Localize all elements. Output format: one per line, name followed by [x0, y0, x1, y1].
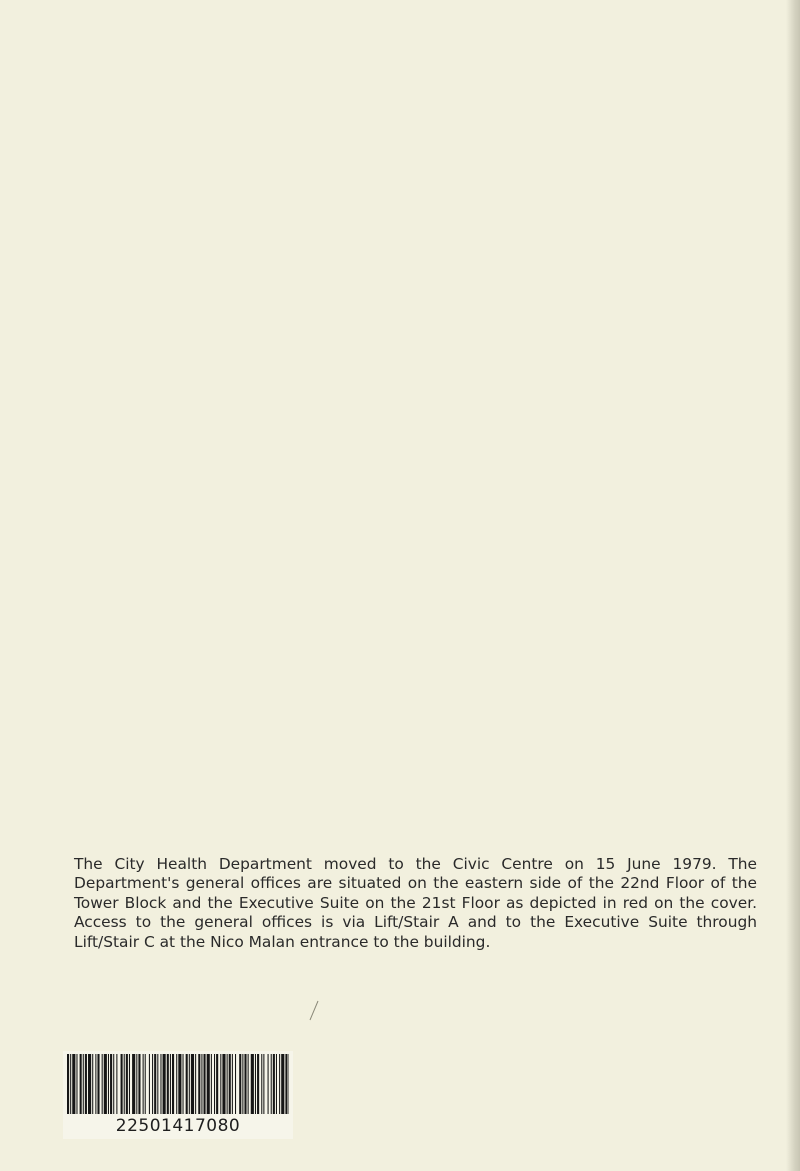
barcode-bar	[189, 1054, 190, 1114]
barcode-bar	[183, 1054, 184, 1114]
barcode-bar	[143, 1054, 144, 1114]
barcode-bar	[70, 1054, 71, 1114]
barcode-bar	[257, 1054, 259, 1114]
barcode-bar	[152, 1054, 153, 1114]
barcode-bar	[108, 1054, 109, 1114]
barcode-bar	[211, 1054, 212, 1114]
barcode-bar	[132, 1054, 135, 1114]
barcode-bar	[268, 1054, 269, 1114]
barcode-bar	[214, 1054, 215, 1114]
barcode-bar	[198, 1054, 200, 1114]
barcode-bar	[201, 1054, 202, 1114]
barcode-bar	[145, 1054, 146, 1114]
barcode-bar	[276, 1054, 277, 1114]
barcode-bar	[235, 1054, 236, 1114]
barcode-bar	[279, 1054, 280, 1114]
barcode-bar	[167, 1054, 169, 1114]
barcode-bar	[271, 1054, 272, 1114]
barcode-bar	[251, 1054, 254, 1114]
barcode-bars	[67, 1054, 289, 1114]
barcode-bar	[285, 1054, 287, 1114]
barcode-bar	[85, 1054, 87, 1114]
barcode-bar	[129, 1054, 130, 1114]
barcode-bar	[176, 1054, 177, 1114]
barcode-bar	[178, 1054, 181, 1114]
barcode-bar	[110, 1054, 112, 1114]
barcode-bar	[239, 1054, 241, 1114]
barcode-bar	[154, 1054, 156, 1114]
barcode-bar	[229, 1054, 231, 1114]
barcode-bar	[116, 1054, 117, 1114]
body-paragraph: The City Health Department moved to the Civic Centre on 15 June 1979. The Department's general offices are situated on the eastern side of the 22nd Floor of the Tower Block and the Executive Suite on the 21st Floor as depicted in red on the cover. Access to the general offices is via Lift/Stair A and to the Executive Suite through Lift/Stair C at the Nico Malan entrance to the building.	[74, 855, 757, 951]
barcode-bar	[195, 1054, 196, 1114]
barcode-bar	[273, 1054, 275, 1114]
barcode-bar	[227, 1054, 228, 1114]
barcode-bar	[80, 1054, 82, 1114]
barcode-bar	[72, 1054, 75, 1114]
barcode-bar	[172, 1054, 174, 1114]
barcode-bar	[97, 1054, 99, 1114]
barcode-bar	[121, 1054, 123, 1114]
barcode-bar	[216, 1054, 218, 1114]
barcode-bar	[248, 1054, 249, 1114]
barcode-bar	[138, 1054, 140, 1114]
barcode-bar	[163, 1054, 166, 1114]
barcode-bar	[186, 1054, 188, 1114]
barcode-bar	[83, 1054, 84, 1114]
barcode-bar	[136, 1054, 137, 1114]
barcode-bar	[170, 1054, 171, 1114]
barcode-bar	[191, 1054, 194, 1114]
barcode-bar	[102, 1054, 103, 1114]
barcode-bar	[88, 1054, 91, 1114]
barcode-bar	[207, 1054, 210, 1114]
pencil-mark	[308, 1000, 320, 1022]
barcode-bar	[261, 1054, 262, 1114]
barcode-bar	[281, 1054, 284, 1114]
barcode-bar	[113, 1054, 114, 1114]
barcode-bar	[157, 1054, 158, 1114]
barcode-bar	[104, 1054, 107, 1114]
barcode-bar	[242, 1054, 243, 1114]
barcode-bar	[95, 1054, 96, 1114]
barcode-number: 22501417080	[115, 1116, 241, 1136]
barcode-bar	[263, 1054, 264, 1114]
barcode-bar	[232, 1054, 233, 1114]
barcode-bar	[149, 1054, 150, 1114]
barcode-bar	[67, 1054, 69, 1114]
barcode-bar	[204, 1054, 206, 1114]
barcode-bar	[160, 1054, 161, 1114]
barcode-bar	[220, 1054, 221, 1114]
barcode-bar	[222, 1054, 225, 1114]
barcode-bar	[255, 1054, 256, 1114]
barcode-bar	[76, 1054, 77, 1114]
barcode-bar	[244, 1054, 246, 1114]
barcode	[63, 1051, 293, 1139]
barcode-bar	[126, 1054, 128, 1114]
barcode-bar	[92, 1054, 93, 1114]
barcode-bar	[124, 1054, 125, 1114]
